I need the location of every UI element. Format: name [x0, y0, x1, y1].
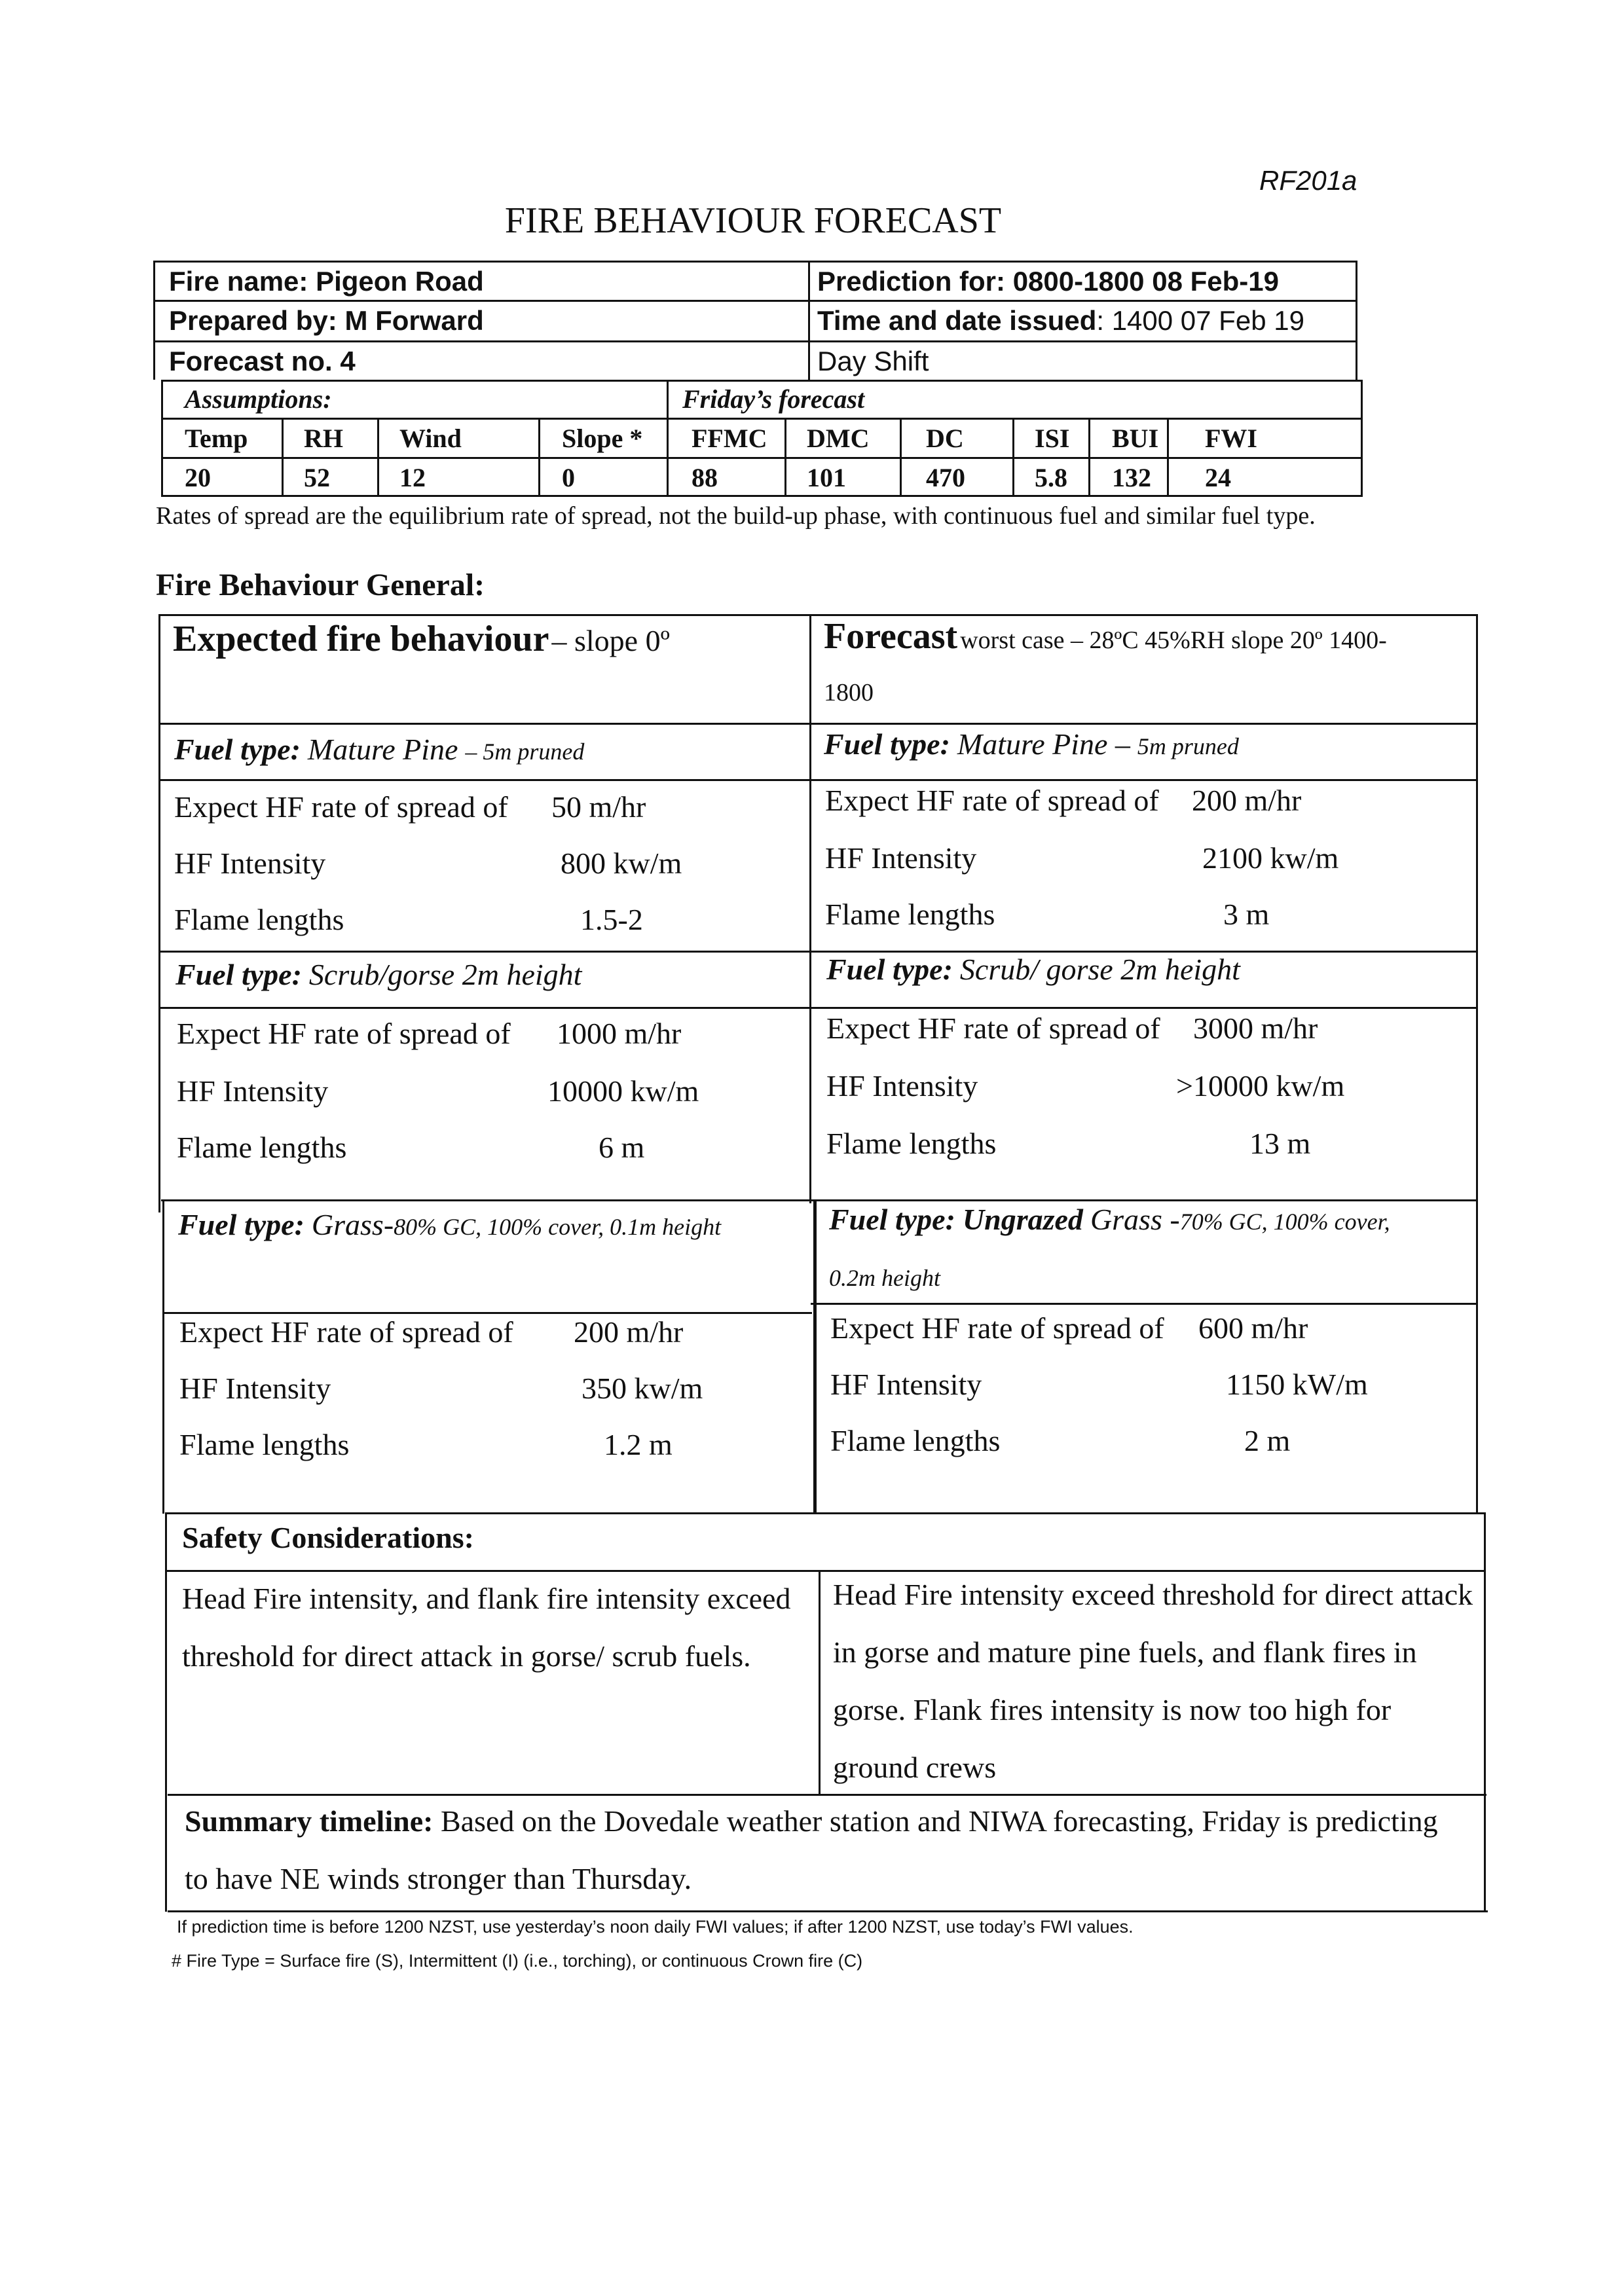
worst-fuel-1-main: Mature Pine –	[957, 727, 1130, 761]
prediction-field	[817, 266, 1279, 297]
expected-fuel-3-sub: 80% GC, 100% cover, 0.1m height	[394, 1214, 722, 1240]
rates-note: Rates of spread are the equilibrium rate of spread, not the build-up phase, with continuous fuel and similar fuel type.	[156, 502, 1316, 530]
worst-3-intensity-label: HF Intensity	[830, 1368, 982, 1401]
worst-3-flame-label: Flame lengths	[830, 1424, 1001, 1457]
worst-fuel-3-bold: Ungrazed	[962, 1203, 1083, 1236]
safety-right-text: Head Fire intensity exceed threshold for direct attack in gorse and mature pine fuels, and flank fires in gorse. Flank fires intensity is now too high for ground crews	[833, 1578, 1473, 1784]
worst-1-intensity-value: 2100 kw/m	[1202, 841, 1339, 875]
val-slope: 0	[562, 463, 575, 492]
expected-fuel-1-main: Mature Pine	[307, 733, 458, 766]
val-wind: 12	[399, 463, 426, 492]
summary-label: Summary timeline:	[185, 1804, 434, 1838]
worst-fuel-2-main: Scrub/ gorse 2m height	[959, 953, 1240, 986]
worst-2-ros-label: Expect HF rate of spread of	[826, 1011, 1160, 1045]
expected-fuel-1-label: Fuel type:	[174, 733, 301, 766]
worst-fuel-2-label: Fuel type:	[826, 953, 953, 986]
worst-3-intensity-value: 1150 kW/m	[1226, 1368, 1368, 1401]
worst-1-ros-value: 200 m/hr	[1192, 784, 1302, 817]
worst-2-intensity-value: >10000 kw/m	[1176, 1069, 1345, 1102]
val-ffmc: 88	[692, 463, 718, 492]
expected-2-ros-value: 1000 m/hr	[557, 1017, 682, 1050]
expected-fuel-3-label: Fuel type:	[178, 1208, 304, 1241]
col-wind: Wind	[399, 424, 462, 453]
general-heading: Fire Behaviour General:	[156, 568, 485, 602]
expected-2-intensity-label: HF Intensity	[177, 1074, 329, 1108]
expected-1-flame-label: Flame lengths	[174, 903, 344, 936]
worst-case-heading-suffix: worst case – 28ºC 45%RH slope 20º 1400-	[960, 627, 1387, 654]
safety-left-text: Head Fire intensity, and flank fire intensity exceed threshold for direct attack in gorse/ scrub fuels.	[182, 1582, 791, 1673]
col-temp: Temp	[185, 424, 248, 453]
expected-2-flame-value: 6 m	[599, 1131, 645, 1164]
expected-3-intensity-label: HF Intensity	[179, 1372, 331, 1405]
forecast-number: Forecast no. 4	[169, 346, 356, 376]
worst-fuel-3	[829, 1202, 1390, 1237]
expected-fuel-2	[175, 957, 581, 992]
conditions-table	[161, 380, 1362, 498]
worst-1-ros-label: Expect HF rate of spread of	[825, 784, 1159, 817]
worst-2-ros-value: 3000 m/hr	[1193, 1011, 1318, 1045]
col-fwi: FWI	[1205, 424, 1257, 453]
worst-3-flame-value: 2 m	[1244, 1424, 1291, 1457]
expected-fuel-2-main: Scrub/gorse 2m height	[308, 958, 582, 991]
expected-heading-title: Expected fire behaviour	[173, 619, 549, 659]
worst-fuel-2	[826, 952, 1240, 987]
col-slope: Slope *	[562, 424, 643, 453]
val-bui: 132	[1112, 463, 1151, 492]
expected-2-ros-label: Expect HF rate of spread of	[177, 1017, 511, 1050]
expected-1-flame-value: 1.5-2	[580, 903, 643, 936]
expected-fuel-3	[178, 1207, 721, 1242]
expected-3-flame-label: Flame lengths	[179, 1428, 350, 1461]
fire-name-field	[169, 266, 484, 297]
fire-name-value: Pigeon Road	[316, 266, 484, 297]
expected-fuel-1-sub: – 5m pruned	[465, 738, 585, 765]
col-isi: ISI	[1035, 424, 1070, 453]
worst-case-heading-suffix-2: 1800	[824, 679, 874, 706]
worst-1-intensity-label: HF Intensity	[825, 841, 977, 875]
expected-1-ros-value: 50 m/hr	[551, 790, 646, 824]
val-dmc: 101	[807, 463, 846, 492]
safety-heading: Safety Considerations:	[182, 1521, 474, 1554]
worst-1-flame-label: Flame lengths	[825, 898, 995, 931]
worst-case-heading	[824, 615, 1387, 657]
worst-fuel-3-sub: 70% GC, 100% cover,	[1179, 1209, 1390, 1235]
worst-2-flame-value: 13 m	[1249, 1127, 1311, 1160]
assumptions-label: Assumptions:	[185, 384, 332, 414]
val-temp: 20	[185, 463, 211, 492]
expected-1-intensity-label: HF Intensity	[174, 847, 326, 880]
val-rh: 52	[304, 463, 330, 492]
fire-name-label: Fire name:	[169, 266, 308, 297]
prediction-label: Prediction for:	[817, 266, 1006, 297]
worst-1-flame-value: 3 m	[1223, 898, 1270, 931]
summary-timeline	[185, 1793, 1468, 1908]
expected-2-intensity-value: 10000 kw/m	[547, 1074, 699, 1108]
worst-fuel-1	[824, 727, 1239, 761]
worst-fuel-3-line2	[829, 1260, 940, 1293]
val-fwi: 24	[1205, 463, 1231, 492]
worst-fuel-1-sub: 5m pruned	[1137, 733, 1239, 759]
prediction-value: 0800-1800 08 Feb-19	[1012, 266, 1279, 297]
col-dc: DC	[926, 424, 964, 453]
col-dmc: DMC	[807, 424, 870, 453]
forecast-day-label: Friday’s forecast	[682, 384, 865, 414]
worst-2-flame-label: Flame lengths	[826, 1127, 997, 1160]
worst-fuel-3-label: Fuel type:	[829, 1203, 955, 1236]
footnote-prediction-time: If prediction time is before 1200 NZST, use yesterday’s noon daily FWI values; if after 1200 NZST, use today’s FWI values.	[177, 1917, 1134, 1937]
issued-field	[817, 305, 1304, 337]
shift-value: Day Shift	[817, 346, 929, 376]
form-code: RF201a	[1259, 165, 1357, 196]
header-info-box	[153, 261, 1357, 380]
summary-text: Based on the Dovedale weather station and NIWA forecasting, Friday is predicting to have NE winds stronger than Thursday.	[185, 1804, 1438, 1895]
expected-3-flame-value: 1.2 m	[604, 1428, 673, 1461]
expected-fuel-3-main: Grass-	[311, 1208, 394, 1241]
prepared-by-value: M Forward	[344, 305, 484, 336]
worst-fuel-1-label: Fuel type:	[824, 727, 950, 761]
expected-2-flame-label: Flame lengths	[177, 1131, 347, 1164]
worst-fuel-3-main: Grass -	[1090, 1203, 1180, 1236]
expected-3-ros-label: Expect HF rate of spread of	[179, 1315, 513, 1349]
worst-2-intensity-label: HF Intensity	[826, 1069, 978, 1102]
expected-fuel-2-label: Fuel type:	[175, 958, 302, 991]
col-ffmc: FFMC	[692, 424, 767, 453]
issued-value: : 1400 07 Feb 19	[1096, 305, 1304, 336]
val-isi: 5.8	[1035, 463, 1067, 492]
expected-1-intensity-value: 800 kw/m	[561, 847, 682, 880]
expected-heading-suffix: – slope 0º	[551, 624, 670, 657]
expected-3-ros-value: 200 m/hr	[574, 1315, 684, 1349]
worst-3-ros-label: Expect HF rate of spread of	[830, 1311, 1164, 1345]
prepared-by-field	[169, 305, 484, 337]
page-title: FIRE BEHAVIOUR FORECAST	[504, 200, 1002, 241]
col-bui: BUI	[1112, 424, 1159, 453]
prepared-by-label: Prepared by:	[169, 305, 337, 336]
col-rh: RH	[304, 424, 343, 453]
expected-heading	[173, 618, 670, 660]
expected-1-ros-label: Expect HF rate of spread of	[174, 790, 508, 824]
worst-3-ros-value: 600 m/hr	[1198, 1311, 1308, 1345]
val-dc: 470	[926, 463, 965, 492]
issued-label: Time and date issued	[817, 305, 1097, 336]
worst-case-heading-title: Forecast	[824, 616, 958, 657]
expected-3-intensity-value: 350 kw/m	[581, 1372, 703, 1405]
worst-fuel-3-sub2: 0.2m height	[829, 1265, 940, 1291]
expected-fuel-1	[174, 732, 584, 767]
footnote-fire-type: # Fire Type = Surface fire (S), Intermittent (I) (i.e., torching), or continuous Crown fire (C)	[172, 1951, 863, 1971]
